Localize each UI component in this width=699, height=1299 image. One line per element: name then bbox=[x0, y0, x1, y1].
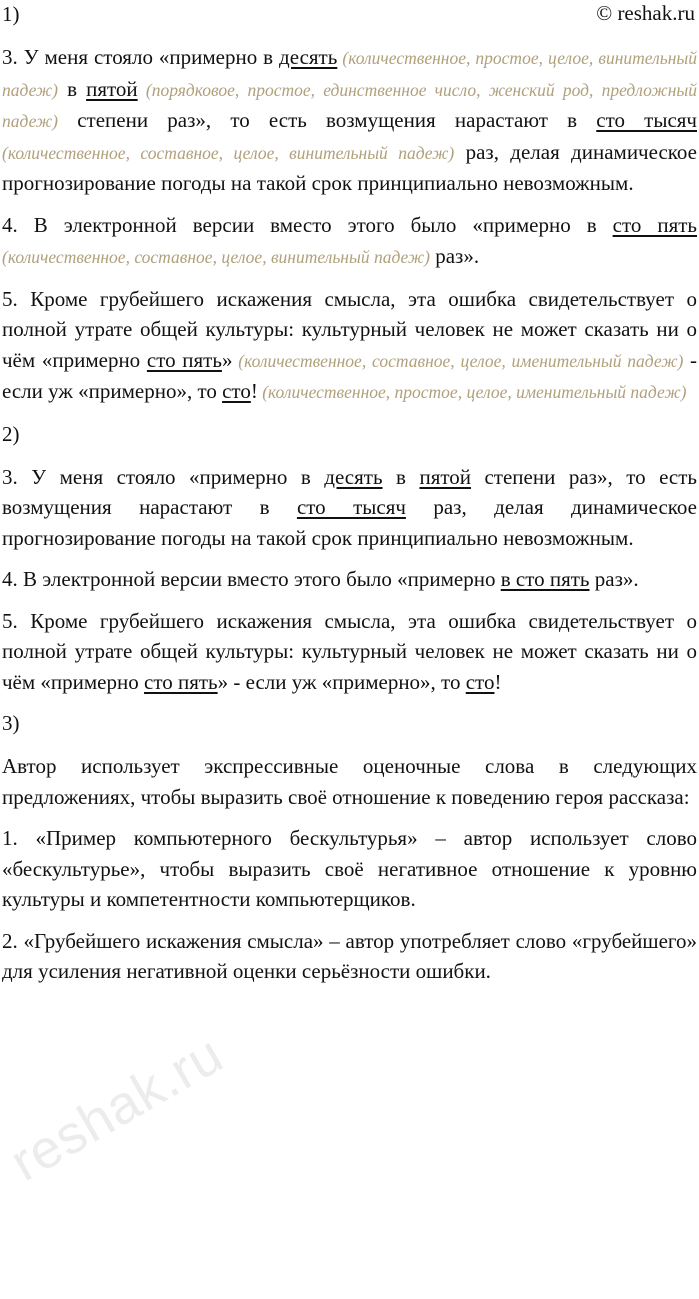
text: раз». bbox=[589, 567, 639, 591]
section-1-label: 1) bbox=[2, 2, 20, 26]
text: 4. В электронной версии вместо этого было «примерно bbox=[2, 567, 501, 591]
s1-paragraph-4 bbox=[2, 210, 697, 273]
text: раз». bbox=[429, 244, 480, 268]
underlined-word: сто пять bbox=[144, 669, 218, 694]
underlined-word: в сто пять bbox=[500, 567, 590, 591]
grammar-note: (количественное, составное, целое, винительный падеж) bbox=[2, 142, 455, 163]
underlined-word: сто bbox=[222, 379, 251, 403]
grammar-note: (количественное, составное, целое, именительный падеж) bbox=[232, 350, 684, 371]
s1-paragraph-3 bbox=[2, 42, 697, 199]
s2-paragraph-3 bbox=[2, 462, 697, 554]
grammar-note: (количественное, составное, целое, винительный падеж) bbox=[2, 247, 430, 267]
text: раз, делая динамическое прогнозирование погоды на такой срок принципиально невозможным. bbox=[2, 495, 697, 550]
underlined-word: сто тысяч bbox=[296, 495, 406, 519]
underlined-word: сто тысяч bbox=[596, 108, 697, 132]
underlined-word: десять bbox=[324, 464, 383, 489]
text: 3. У меня стояло «примерно в bbox=[2, 464, 325, 489]
s3-item-1: 1. «Пример компьютерного бескультурья» – автор использует слово «бескультурье», чтобы выразить своё негативное отношение к уровню культуры и компетентности компьютерщиков. bbox=[2, 826, 697, 911]
underlined-word: десять bbox=[279, 45, 338, 69]
underlined-word: пятой bbox=[86, 76, 138, 101]
s1-paragraph-5 bbox=[2, 284, 697, 408]
underlined-word: сто пять bbox=[612, 212, 697, 237]
s3-intro: Автор использует экспрессивные оценочные слова в следующих предложениях, чтобы выразить своё отношение к поведению героя рассказа: bbox=[2, 754, 697, 809]
text: 3. У меня стояло «примерно в bbox=[2, 45, 280, 69]
section-3-label: 3) bbox=[2, 711, 20, 735]
grammar-note: (количественное, простое, целое, именительный падеж) bbox=[257, 382, 687, 402]
text: в bbox=[382, 464, 420, 489]
text: степени раз», то есть возмущения нарастают в bbox=[58, 108, 597, 132]
section-2-label: 2) bbox=[2, 421, 20, 446]
document-body bbox=[2, 0, 697, 987]
text: в bbox=[58, 76, 87, 101]
s2-paragraph-4 bbox=[2, 564, 697, 595]
s3-item-2: 2. «Грубейшего искажения смысла» – автор употребляет слово «грубейшего» для усиления негативной оценки серьёзности ошибки. bbox=[2, 928, 697, 983]
text: ! bbox=[494, 669, 502, 694]
watermark: reshak.ru bbox=[0, 1023, 234, 1193]
text: » bbox=[221, 347, 233, 372]
text: 5. Кроме грубейшего искажения смысла, эта ошибка свидетельствует о полной утрате общей культуры: культурный человек не может сказать ни о чём «примерно bbox=[2, 608, 697, 694]
text: раз, делая динамическое прогнозирование погоды на такой срок принципиально невозможным. bbox=[2, 139, 697, 195]
grammar-note: (количественное, простое, целое, винительный падеж) bbox=[2, 48, 697, 100]
text: - если уж «примерно», то bbox=[2, 347, 697, 403]
grammar-note: (порядковое, простое, единственное число, женский род, предложный падеж) bbox=[2, 79, 697, 131]
underlined-word: сто пять bbox=[146, 347, 222, 372]
underlined-word: пятой bbox=[419, 464, 471, 489]
copyright-label: © reshak.ru bbox=[596, 1, 695, 25]
text: 4. В электронной версии вместо этого было «примерно в bbox=[2, 212, 613, 237]
text: » - если уж «примерно», то bbox=[217, 669, 466, 694]
text: ! bbox=[250, 379, 258, 403]
s2-paragraph-5 bbox=[2, 606, 697, 698]
underlined-word: сто bbox=[465, 669, 495, 694]
text: 5. Кроме грубейшего искажения смысла, эта ошибка свидетельствует о полной утрате общей культуры: культурный человек не может сказать ни о чём «примерно bbox=[2, 286, 697, 372]
text: степени раз», то есть возмущения нарастают в bbox=[2, 464, 698, 519]
